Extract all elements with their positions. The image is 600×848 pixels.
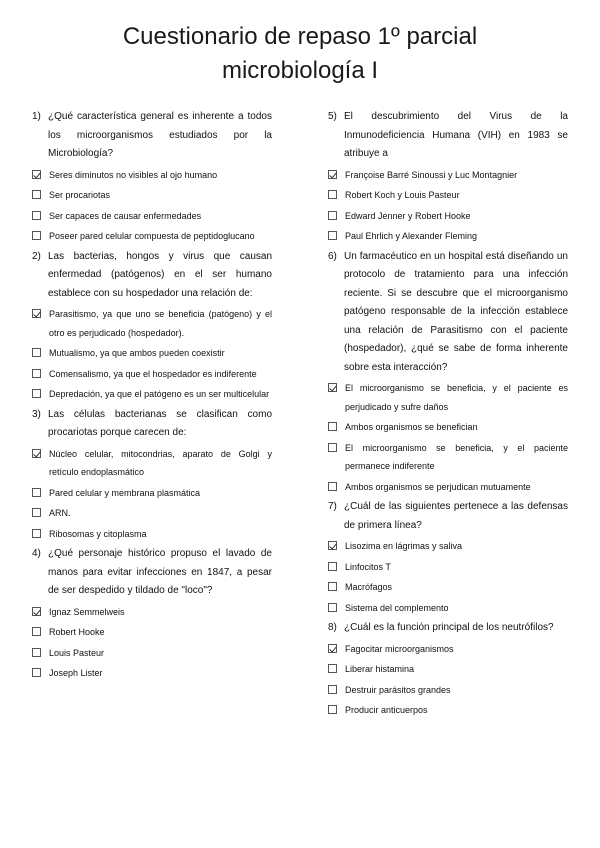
- question-text: Las células bacterianas se clasifican como procariotas porque carecen de:: [48, 408, 272, 438]
- option-label: Ribosomas y citoplasma: [49, 528, 147, 539]
- option-label: Destruir parásitos grandes: [345, 684, 451, 695]
- option-label: Paul Ehrlich y Alexander Fleming: [345, 231, 478, 241]
- question-number: 4): [32, 548, 41, 559]
- checkbox[interactable]: [32, 488, 41, 497]
- question-number: 5): [328, 111, 337, 122]
- option-label: Françoise Barré Sinoussi y Luc Montagnier: [345, 169, 518, 180]
- answer-option[interactable]: [328, 227, 568, 246]
- question: [328, 108, 568, 164]
- checkbox[interactable]: [32, 627, 41, 636]
- option-label: Liberar histamina: [345, 664, 415, 674]
- answer-option[interactable]: [328, 701, 568, 720]
- option-label: Núcleo celular, mitocondrias, aparato de Golgi y retículo endoplasmático: [49, 448, 272, 477]
- option-label: Poseer pared celular compuesta de peptidoglucano: [49, 231, 255, 241]
- answer-option[interactable]: [328, 207, 568, 226]
- question: [328, 248, 568, 378]
- option-label: Ser capaces de causar enfermedades: [49, 210, 202, 221]
- question-number: 3): [32, 408, 41, 420]
- checkbox[interactable]: [328, 562, 337, 571]
- question-number: 1): [32, 111, 41, 122]
- answer-option[interactable]: [328, 186, 568, 205]
- checkbox[interactable]: [32, 648, 41, 657]
- question: [32, 248, 272, 304]
- checkbox[interactable]: [328, 422, 337, 431]
- checkbox[interactable]: [328, 211, 337, 220]
- checked-checkbox[interactable]: [328, 541, 337, 550]
- option-label: Linfocitos T: [345, 561, 391, 572]
- answer-option[interactable]: [32, 445, 272, 482]
- checkbox[interactable]: [328, 443, 337, 452]
- option-label: Joseph Lister: [49, 668, 103, 678]
- answer-option[interactable]: [32, 305, 272, 342]
- option-label: Comensalismo, ya que el hospedador es indiferente: [49, 368, 257, 379]
- option-label: Louis Pasteur: [49, 647, 105, 658]
- question: [32, 108, 272, 164]
- checkbox[interactable]: [32, 529, 41, 538]
- checkbox[interactable]: [32, 508, 41, 517]
- title-line-2: microbiología I: [221, 57, 379, 84]
- answer-option[interactable]: [32, 484, 272, 503]
- answer-option[interactable]: [328, 166, 568, 185]
- checkbox[interactable]: [328, 664, 337, 673]
- answer-option[interactable]: [32, 623, 272, 642]
- option-label: Parasitismo, ya que uno se beneficia (patógeno) y el otro es perjudicado (hospedador).: [49, 309, 272, 338]
- checked-checkbox[interactable]: [32, 449, 41, 458]
- answer-option[interactable]: [32, 344, 272, 363]
- answer-option[interactable]: [32, 603, 272, 622]
- option-label: Producir anticuerpos: [345, 705, 428, 715]
- answer-option[interactable]: [32, 227, 272, 246]
- checked-checkbox[interactable]: [328, 170, 337, 179]
- answer-option[interactable]: [32, 385, 272, 404]
- question-text: ¿Cuál de las siguientes pertenece a las defensas de primera línea?: [344, 501, 568, 531]
- checkbox[interactable]: [328, 231, 337, 240]
- question-number: 6): [328, 250, 337, 262]
- title-line-1: Cuestionario de repaso 1º parcial: [122, 23, 478, 50]
- option-label: El microorganismo se beneficia, y el paciente es perjudicado y sufre daños: [345, 383, 568, 412]
- option-label: Edward Jenner y Robert Hooke: [345, 210, 471, 221]
- answer-option[interactable]: [32, 207, 272, 226]
- question: [328, 619, 568, 638]
- answer-option[interactable]: [328, 439, 568, 476]
- answer-option[interactable]: [328, 558, 568, 577]
- question-text: Las bacterias, hongos y virus que causan enfermedad (patógenos) en el ser humano establece con su hospedador una relación de:: [48, 250, 272, 299]
- answer-option[interactable]: [328, 681, 568, 700]
- checked-checkbox[interactable]: [32, 607, 41, 616]
- right-column: [328, 108, 568, 722]
- option-label: Depredación, ya que el patógeno es un ser multicelular: [49, 389, 270, 399]
- option-label: Pared celular y membrana plasmática: [49, 487, 201, 498]
- checkbox[interactable]: [32, 389, 41, 398]
- page-title: [60, 20, 540, 88]
- checkbox[interactable]: [32, 348, 41, 357]
- checkbox[interactable]: [32, 190, 41, 199]
- answer-option[interactable]: [328, 478, 568, 497]
- checkbox[interactable]: [328, 705, 337, 714]
- checkbox[interactable]: [32, 211, 41, 220]
- checkbox[interactable]: [32, 369, 41, 378]
- checkbox[interactable]: [328, 582, 337, 591]
- checkbox[interactable]: [328, 482, 337, 491]
- option-label: ARN.: [49, 508, 71, 518]
- question-number: 2): [32, 250, 41, 262]
- option-label: Lisozima en lágrimas y saliva: [345, 541, 463, 551]
- answer-option[interactable]: [328, 379, 568, 416]
- checked-checkbox[interactable]: [32, 309, 41, 318]
- checkbox[interactable]: [328, 190, 337, 199]
- checkbox[interactable]: [328, 685, 337, 694]
- option-label: Ambos organismos se benefician: [345, 422, 478, 432]
- question: [328, 498, 568, 535]
- question: [32, 545, 272, 601]
- option-label: Ambos organismos se perjudican mutuamente: [345, 481, 531, 492]
- option-label: Robert Koch y Louis Pasteur: [345, 190, 460, 200]
- checked-checkbox[interactable]: [328, 644, 337, 653]
- answer-option[interactable]: [328, 418, 568, 437]
- option-label: Ignaz Semmelweis: [49, 606, 125, 617]
- answer-option[interactable]: [328, 578, 568, 597]
- answer-option[interactable]: [32, 644, 272, 663]
- option-label: Fagocitar microorganismos: [345, 643, 454, 654]
- answer-option[interactable]: [328, 599, 568, 618]
- answer-option[interactable]: [32, 664, 272, 683]
- checkbox[interactable]: [32, 668, 41, 677]
- option-label: El microorganismo se beneficia, y el paciente permanece indiferente: [345, 442, 568, 471]
- question-text: Un farmacéutico en un hospital está diseñando un protocolo de tratamiento para una infección reciente. Si se descubre que el microorganismo patógeno responsable de la infección establece una relación de Parasitismo con el paciente (hospedador), ¿qué se sabe de forma inherente sobre esta interacción?: [344, 250, 568, 373]
- checked-checkbox[interactable]: [328, 383, 337, 392]
- answer-option[interactable]: [32, 186, 272, 205]
- left-column: [32, 108, 272, 685]
- option-label: Seres diminutos no visibles al ojo humano: [49, 169, 218, 180]
- answer-option[interactable]: [32, 166, 272, 185]
- option-label: Mutualismo, ya que ambos pueden coexistir: [49, 348, 225, 358]
- option-label: Macrófagos: [345, 582, 393, 592]
- question-number: 8): [328, 622, 337, 633]
- answer-option[interactable]: [328, 537, 568, 556]
- answer-option[interactable]: [328, 640, 568, 659]
- question: [32, 406, 272, 443]
- question-text: ¿Qué personaje histórico propuso el lavado de manos para evitar infecciones en 1847, a pesar de ser despedido y tildado de "loco"?: [48, 548, 272, 596]
- answer-option[interactable]: [32, 525, 272, 544]
- option-label: Robert Hooke: [49, 627, 105, 637]
- answer-option[interactable]: [32, 504, 272, 523]
- answer-option[interactable]: [328, 660, 568, 679]
- checked-checkbox[interactable]: [32, 170, 41, 179]
- checkbox[interactable]: [328, 603, 337, 612]
- answer-option[interactable]: [32, 365, 272, 384]
- question-text: ¿Qué característica general es inherente a todos los microorganismos estudiados por la Microbiología?: [48, 111, 272, 159]
- option-label: Ser procariotas: [49, 190, 111, 200]
- question-text: El descubrimiento del Virus de la Inmunodeficiencia Humana (VIH) en 1983 se atribuye a: [344, 111, 568, 159]
- checkbox[interactable]: [32, 231, 41, 240]
- question-number: 7): [328, 501, 337, 512]
- option-label: Sistema del complemento: [345, 602, 449, 613]
- question-text: ¿Cuál es la función principal de los neutrófilos?: [344, 622, 554, 633]
